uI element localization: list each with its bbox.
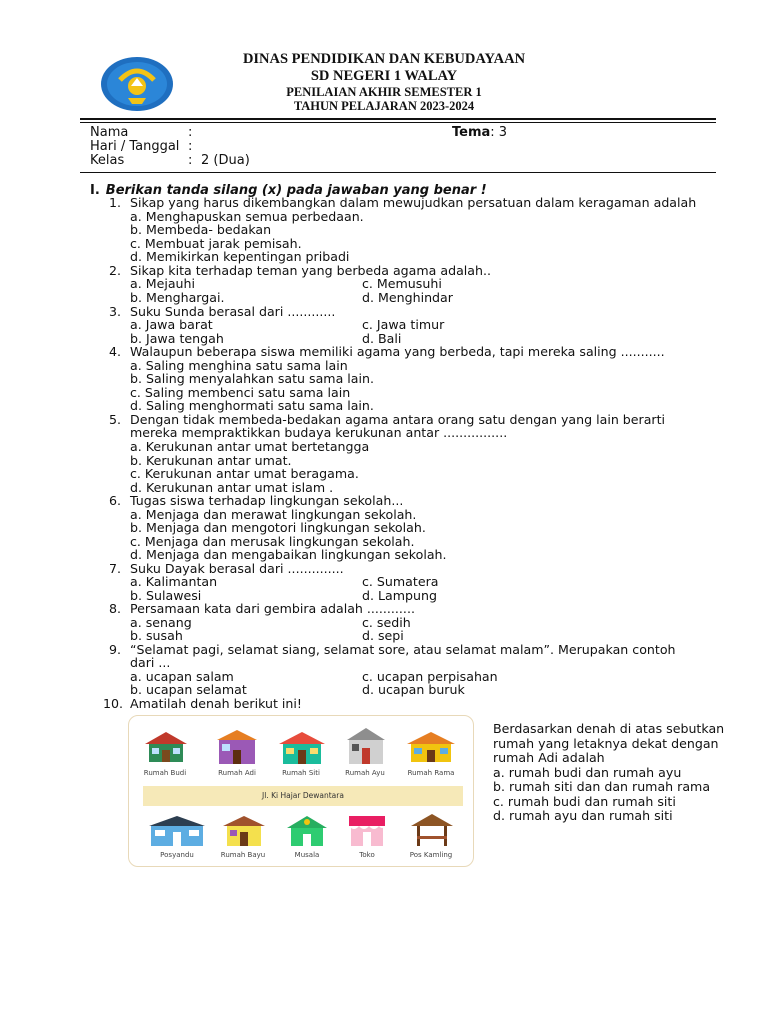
form-rule <box>80 172 716 173</box>
map-label-rumah-budi: Rumah Budi <box>143 769 187 777</box>
nama-label: Nama <box>90 125 129 140</box>
q1-option-c[interactable]: c. Membuat jarak pemisah. <box>130 236 302 251</box>
q4-option-d[interactable]: d. Saling menghormati satu sama lain. <box>130 398 374 413</box>
house-icon <box>285 814 329 848</box>
q10-option-a[interactable]: a. rumah budi dan rumah ayu <box>493 765 682 780</box>
q2-option-b[interactable]: b. Menghargai. <box>130 290 225 305</box>
header-line-4: TAHUN PELAJARAN 2023-2024 <box>293 99 475 113</box>
q10-option-d[interactable]: d. rumah ayu dan rumah siti <box>493 808 673 823</box>
house-icon <box>345 812 389 848</box>
q10-text: Amatilah denah berikut ini! <box>130 696 302 711</box>
map-label-toko: Toko <box>359 851 375 859</box>
section-number: I. <box>90 183 100 198</box>
house-icon <box>277 730 327 766</box>
q1-option-d[interactable]: d. Memikirkan kepentingan pribadi <box>130 249 350 264</box>
house-icon <box>143 730 189 764</box>
q5-option-c[interactable]: c. Kerukunan antar umat beragama. <box>130 466 359 481</box>
q6-option-c[interactable]: c. Menjaga dan merusak lingkungan sekolah. <box>130 534 415 549</box>
header-rule-thin <box>80 122 716 123</box>
q9-text: “Selamat pagi, selamat siang, selamat sore, atau selamat malam”. Merupakan contoh <box>130 642 676 657</box>
q1-number: 1. <box>109 195 122 210</box>
q5-text-cont: mereka mempraktikkan budaya kerukunan antar ................ <box>130 425 508 440</box>
q9-option-d[interactable]: d. ucapan buruk <box>362 682 465 697</box>
map-label-posyandu: Posyandu <box>160 851 194 859</box>
map-label-musala: Musala <box>294 851 320 859</box>
tema-label-text: Tema <box>452 125 491 140</box>
house-icon <box>147 814 207 848</box>
q10-prompt-line-1: Berdasarkan denah di atas sebutkan <box>493 721 725 736</box>
q8-number: 8. <box>109 601 122 616</box>
tema-label <box>452 126 507 140</box>
q5-option-a[interactable]: a. Kerukunan antar umat bertetangga <box>130 439 370 454</box>
q6-option-a[interactable]: a. Menjaga dan merawat lingkungan sekolah. <box>130 507 417 522</box>
q8-text: Persamaan kata dari gembira adalah ............ <box>130 601 415 616</box>
q2-option-d[interactable]: d. Menghindar <box>362 290 453 305</box>
q5-number: 5. <box>109 412 122 427</box>
map-label-pos-kamling: Pos Kamling <box>409 851 453 859</box>
nama-colon: : <box>188 125 193 140</box>
section-title-text: Berikan tanda silang (x) pada jawaban yang benar ! <box>105 183 487 198</box>
q2-option-c[interactable]: c. Memusuhi <box>362 276 442 291</box>
q7-option-b[interactable]: b. Sulawesi <box>130 588 202 603</box>
q1-option-b[interactable]: b. Membeda- bedakan <box>130 222 272 237</box>
q6-option-b[interactable]: b. Menjaga dan mengotori lingkungan sekolah. <box>130 520 426 535</box>
q10-prompt-line-2: rumah yang letaknya dekat dengan <box>493 736 719 751</box>
header-line-3: PENILAIAN AKHIR SEMESTER 1 <box>286 85 482 99</box>
hari-colon: : <box>188 139 193 154</box>
q5-text: Dengan tidak membeda-bedakan agama antara orang satu dengan yang lain berarti <box>130 412 666 427</box>
q3-option-b[interactable]: b. Jawa tengah <box>130 331 224 346</box>
hari-label: Hari / Tanggal <box>90 139 180 154</box>
q9-option-a[interactable]: a. ucapan salam <box>130 669 234 684</box>
q8-option-d[interactable]: d. sepi <box>362 628 404 643</box>
q4-option-a[interactable]: a. Saling menghina satu sama lain <box>130 358 348 373</box>
map-label-rumah-adi: Rumah Adi <box>218 769 256 777</box>
q7-option-a[interactable]: a. Kalimantan <box>130 574 218 589</box>
map-label-rumah-siti: Rumah Siti <box>282 769 320 777</box>
q7-option-c[interactable]: c. Sumatera <box>362 574 439 589</box>
q9-number: 9. <box>109 642 122 657</box>
q10-prompt-line-3: rumah Adi adalah <box>493 750 605 765</box>
village-map <box>128 715 474 867</box>
q3-option-c[interactable]: c. Jawa timur <box>362 317 445 332</box>
map-label-rumah-bayu: Rumah Bayu <box>220 851 266 859</box>
q4-number: 4. <box>109 344 122 359</box>
q9-option-b[interactable]: b. ucapan selamat <box>130 682 247 697</box>
house-icon <box>409 812 455 848</box>
q3-option-a[interactable]: a. Jawa barat <box>130 317 213 332</box>
house-icon <box>213 728 261 766</box>
header-line-1: DINAS PENDIDIKAN DAN KEBUDAYAAN <box>242 51 526 67</box>
house-icon <box>405 730 457 764</box>
q6-option-d[interactable]: d. Menjaga dan mengabaikan lingkungan sekolah. <box>130 547 447 562</box>
q6-number: 6. <box>109 493 122 508</box>
q10-option-c[interactable]: c. rumah budi dan rumah siti <box>493 794 676 809</box>
q4-option-b[interactable]: b. Saling menyalahkan satu sama lain. <box>130 371 374 386</box>
map-road: Jl. Ki Hajar Dewantara <box>143 786 463 806</box>
house-icon <box>343 726 389 766</box>
q1-text: Sikap yang harus dikembangkan dalam mewujudkan persatuan dalam keragaman adalah <box>130 195 697 210</box>
map-label-rumah-ayu: Rumah Ayu <box>345 769 385 777</box>
q10-option-b[interactable]: b. rumah siti dan dan rumah rama <box>493 779 711 794</box>
header-line-2: SD NEGERI 1 WALAY <box>310 68 458 84</box>
q2-text: Sikap kita terhadap teman yang berbeda agama adalah.. <box>130 263 492 278</box>
house-icon <box>221 814 267 848</box>
q7-number: 7. <box>109 561 122 576</box>
q9-option-c[interactable]: c. ucapan perpisahan <box>362 669 498 684</box>
q6-text: Tugas siswa terhadap lingkungan sekolah... <box>130 493 404 508</box>
q2-number: 2. <box>109 263 122 278</box>
q10-number: 10. <box>103 696 124 711</box>
q3-option-d[interactable]: d. Bali <box>362 331 402 346</box>
q7-option-d[interactable]: d. Lampung <box>362 588 437 603</box>
q5-option-d[interactable]: d. Kerukunan antar umat islam . <box>130 480 334 495</box>
kelas-colon: : <box>188 153 193 168</box>
kelas-value: 2 (Dua) <box>201 153 250 168</box>
q4-option-c[interactable]: c. Saling membenci satu sama lain <box>130 385 351 400</box>
q8-option-c[interactable]: c. sedih <box>362 615 411 630</box>
q4-text: Walaupun beberapa siswa memiliki agama yang berbeda, tapi mereka saling ........... <box>130 344 665 359</box>
q7-text: Suku Dayak berasal dari .............. <box>130 561 344 576</box>
map-label-rumah-rama: Rumah Rama <box>407 769 455 777</box>
tema-value: : 3 <box>490 125 508 140</box>
kelas-label: Kelas <box>90 153 125 168</box>
q8-option-b[interactable]: b. susah <box>130 628 183 643</box>
q1-option-a[interactable]: a. Menghapuskan semua perbedaan. <box>130 209 364 224</box>
q2-option-a[interactable]: a. Mejauhi <box>130 276 196 291</box>
q3-number: 3. <box>109 304 122 319</box>
q8-option-a[interactable]: a. senang <box>130 615 192 630</box>
q5-option-b[interactable]: b. Kerukunan antar umat. <box>130 453 292 468</box>
q3-text: Suku Sunda berasal dari ............ <box>130 304 336 319</box>
q9-text-cont: dari ... <box>130 655 171 670</box>
header-rule-thick <box>80 118 716 120</box>
